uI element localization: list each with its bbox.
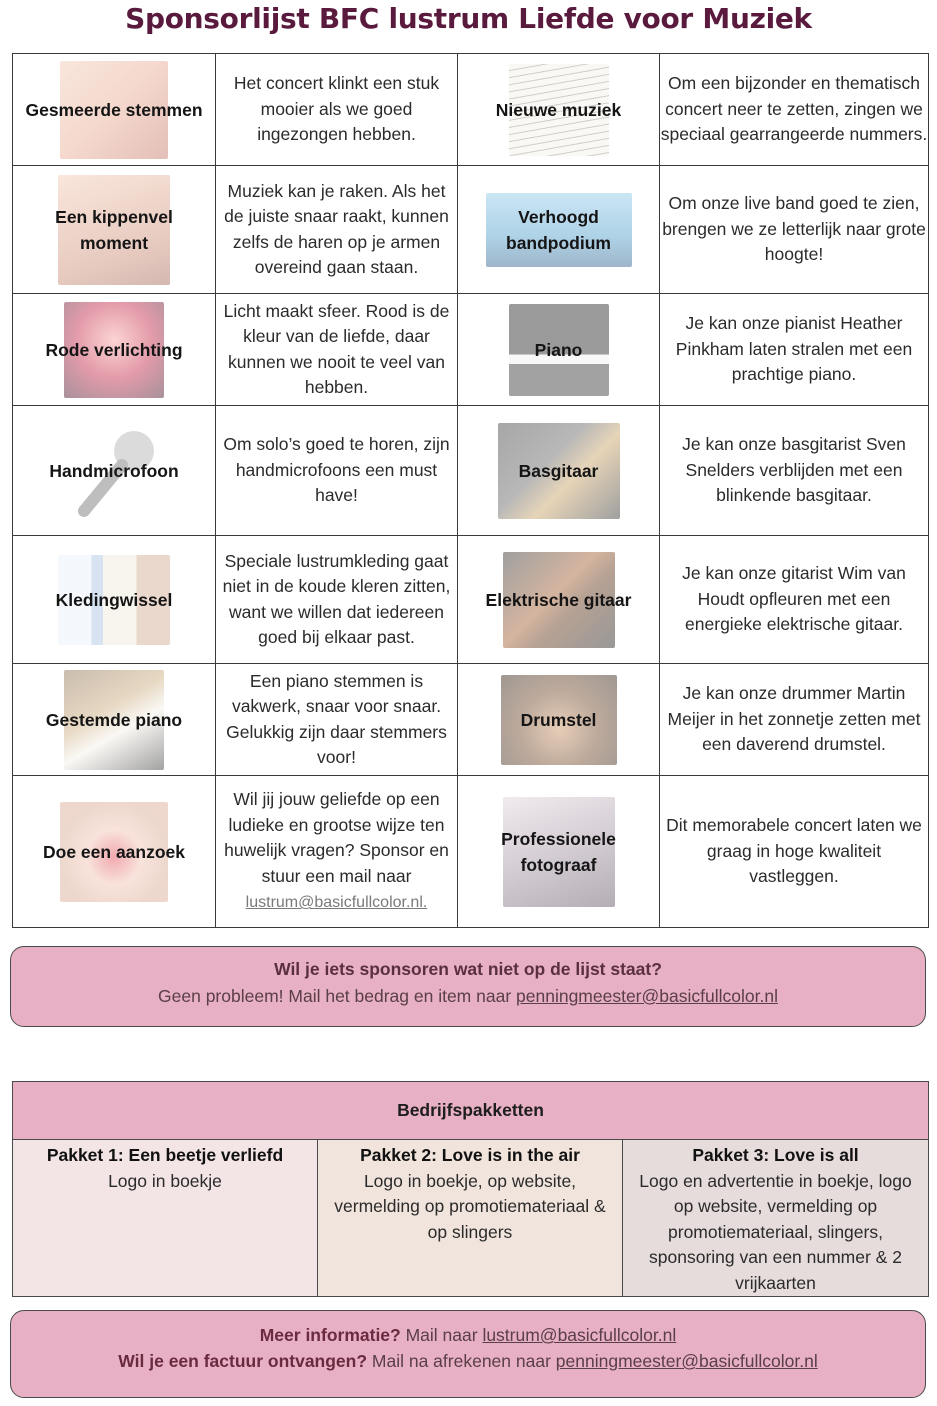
item-description-text: Wil jij jouw geliefde op een ludieke en grootse wijze ten huwelijk vragen? Sponsor en stuur een mail naar [224,789,449,886]
info-box [10,1310,926,1398]
package-title: Pakket 2: Love is in the air [360,1145,580,1165]
table-row [13,166,929,294]
item-description: Om onze live band goed te zien, brengen we ze letterlijk naar grote hoogte! [660,166,929,294]
item-verhoogd-bandpodium[interactable] [458,166,660,294]
item-description: Muziek kan je raken. Als het de juiste snaar raakt, kunnen zelfs de haren op je armen overeind gaan staan. [216,166,458,294]
table-row [13,776,929,928]
email-link[interactable]: penningmeester@basicfullcolor.nl [516,986,778,1006]
item-description: Om solo’s goed te horen, zijn handmicrofoons een must have! [216,406,458,536]
package-3[interactable] [623,1140,929,1297]
item-description: Je kan onze drummer Martin Meijer in het zonnetje zetten met een daverend drumstel. [660,664,929,776]
item-label: Nieuwe muziek [495,99,622,120]
item-label: Doe een aanzoek [43,841,185,862]
item-kledingwissel[interactable] [13,536,216,664]
item-drumstel[interactable] [458,664,660,776]
item-gestemde-piano[interactable] [13,664,216,776]
email-link[interactable]: lustrum@basicfullcolor.nl. [245,894,428,912]
item-description: Dit memorabele concert laten we graag in hoge kwaliteit vastleggen. [660,776,929,928]
item-kippenvel-moment[interactable] [13,166,216,294]
package-title: Pakket 3: Love is all [692,1145,859,1165]
item-description: Een piano stemmen is vakwerk, snaar voor snaar. Gelukkig zijn daar stemmers voor! [216,664,458,776]
item-handmicrofoon[interactable] [13,406,216,536]
item-nieuwe-muziek[interactable] [458,54,660,166]
package-2[interactable] [318,1140,623,1297]
item-piano[interactable] [458,294,660,406]
custom-sponsor-box [10,946,926,1027]
table-row [13,664,929,776]
item-label: Gestemde piano [45,709,183,730]
custom-sponsor-heading: Wil je iets sponsoren wat niet op de lijst staat? [274,959,662,979]
item-professionele-fotograaf[interactable] [458,776,660,928]
table-row [13,294,929,406]
item-description: Je kan onze gitarist Wim van Houdt opfleuren met een energieke elektrische gitaar. [660,536,929,664]
email-link[interactable]: penningmeester@basicfullcolor.nl [555,1351,818,1371]
package-1[interactable] [13,1140,318,1297]
invoice-line: Wil je een factuur ontvangen? Mail na afrekenen naar penningmeester@basicfullcolor.nl [118,1351,818,1371]
table-row [13,536,929,664]
email-link[interactable]: lustrum@basicfullcolor.nl [482,1325,677,1345]
item-label: Professionele fotograaf [501,828,616,875]
packages-heading: Bedrijfspakketten [13,1082,929,1140]
package-title: Pakket 1: Een beetje verliefd [46,1145,284,1165]
item-description: Het concert klinkt een stuk mooier als we goed ingezongen hebben. [216,54,458,166]
package-description: Logo in boekje [108,1170,222,1191]
item-description: Speciale lustrumkleding gaat niet in de koude kleren zitten, want we willen dat iedereen goed bij elkaar past. [216,536,458,664]
package-description: Logo in boekje, op website, vermelding op promotiemateriaal & op slingers [334,1170,606,1242]
item-label: Kledingwissel [55,589,173,610]
item-description: Licht maakt sfeer. Rood is de kleur van de liefde, daar kunnen we nooit te veel van hebben. [216,294,458,406]
package-description: Logo en advertentie in boekje, logo op website, vermelding op promotiemateriaal, slingers, sponsoring van een nummer & 2 vrijkaarten [639,1170,912,1293]
custom-sponsor-text: Geen probleem! Mail het bedrag en item naar penningmeester@basicfullcolor.nl [158,986,778,1006]
item-elektrische-gitaar[interactable] [458,536,660,664]
item-label: Piano [534,339,583,360]
packages-table [12,1081,929,1297]
item-description: Je kan onze pianist Heather Pinkham laten stralen met een prachtige piano. [660,294,929,406]
item-basgitaar[interactable] [458,406,660,536]
item-description: Je kan onze basgitarist Sven Snelders verblijden met een blinkende basgitaar. [660,406,929,536]
item-description [216,776,458,928]
item-gesmeerde-stemmen[interactable] [13,54,216,166]
item-label: Elektrische gitaar [485,589,632,610]
item-label: Verhoogd bandpodium [506,206,611,253]
item-label: Handmicrofoon [49,460,179,481]
item-label: Gesmeerde stemmen [25,99,203,120]
info-line: Meer informatie? Mail naar lustrum@basicfullcolor.nl [259,1325,677,1345]
item-label: Basgitaar [518,460,599,481]
page-title: Sponsorlijst BFC lustrum Liefde voor Muziek [125,2,812,35]
item-label: Rode verlichting [45,339,183,360]
table-row [13,406,929,536]
item-label: Drumstel [520,709,597,730]
table-row [13,54,929,166]
item-doe-een-aanzoek[interactable] [13,776,216,928]
item-label: Een kippenvel moment [55,206,173,253]
item-rode-verlichting[interactable] [13,294,216,406]
sponsor-table [12,53,929,928]
item-description: Om een bijzonder en thematisch concert neer te zetten, zingen we speciaal gearrangeerde nummers. [660,54,929,166]
